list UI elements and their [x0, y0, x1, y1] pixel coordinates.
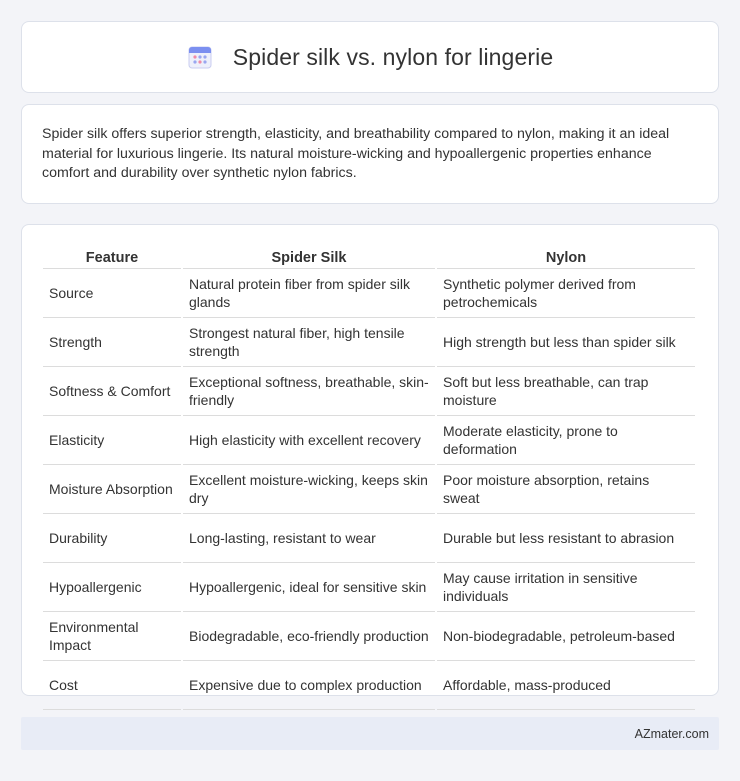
title-card: [21, 21, 719, 93]
column-header-nylon: Nylon: [437, 246, 695, 269]
cell-feature: Durability: [43, 514, 181, 563]
cell-feature: Elasticity: [43, 416, 181, 465]
footer-brand: AZmater.com: [634, 726, 709, 741]
cell-spider-silk: Excellent moisture-wicking, keeps skin dry: [183, 465, 435, 514]
cell-feature: Hypoallergenic: [43, 563, 181, 612]
cell-nylon: Soft but less breathable, can trap moisture: [437, 367, 695, 416]
cell-nylon: Affordable, mass-produced: [437, 661, 695, 710]
cell-nylon: Durable but less resistant to abrasion: [437, 514, 695, 563]
cell-spider-silk: Biodegradable, eco-friendly production: [183, 612, 435, 661]
table-body: [43, 269, 695, 710]
cell-feature: Moisture Absorption: [43, 465, 181, 514]
comparison-card: [21, 224, 719, 696]
cell-spider-silk: Exceptional softness, breathable, skin-friendly: [183, 367, 435, 416]
column-header-spider-silk: Spider Silk: [183, 246, 435, 269]
cell-nylon: May cause irritation in sensitive individuals: [437, 563, 695, 612]
cell-spider-silk: High elasticity with excellent recovery: [183, 416, 435, 465]
summary-card: [21, 104, 719, 204]
cell-feature: Source: [43, 269, 181, 318]
table-row: [43, 465, 695, 514]
table-header-row: [43, 246, 695, 269]
cell-nylon: Poor moisture absorption, retains sweat: [437, 465, 695, 514]
summary-text: Spider silk offers superior strength, elasticity, and breathability compared to nylon, making it an ideal material for luxurious lingerie. Its natural moisture-wicking and hypoallergenic properties enhance comfort and durability over synthetic nylon fabrics.: [42, 126, 670, 181]
cell-nylon: Synthetic polymer derived from petrochemicals: [437, 269, 695, 318]
cell-spider-silk: Strongest natural fiber, high tensile strength: [183, 318, 435, 367]
comparison-table: [41, 246, 697, 710]
cell-feature: Cost: [43, 661, 181, 710]
cell-feature: Strength: [43, 318, 181, 367]
table-row: [43, 514, 695, 563]
table-row: [43, 661, 695, 710]
table-row: [43, 563, 695, 612]
cell-feature: Softness & Comfort: [43, 367, 181, 416]
cell-spider-silk: Hypoallergenic, ideal for sensitive skin: [183, 563, 435, 612]
column-header-feature: Feature: [43, 246, 181, 269]
table-row: [43, 269, 695, 318]
table-row: [43, 416, 695, 465]
cell-spider-silk: Long-lasting, resistant to wear: [183, 514, 435, 563]
table-row: [43, 612, 695, 661]
table-row: [43, 318, 695, 367]
calendar-grid-icon: [187, 44, 213, 70]
cell-nylon: High strength but less than spider silk: [437, 318, 695, 367]
cell-spider-silk: Natural protein fiber from spider silk glands: [183, 269, 435, 318]
cell-spider-silk: Expensive due to complex production: [183, 661, 435, 710]
footer: [21, 717, 719, 750]
table-row: [43, 367, 695, 416]
title-wrap: [187, 44, 553, 71]
cell-nylon: Moderate elasticity, prone to deformation: [437, 416, 695, 465]
cell-feature: Environmental Impact: [43, 612, 181, 661]
cell-nylon: Non-biodegradable, petroleum-based: [437, 612, 695, 661]
page-title: Spider silk vs. nylon for lingerie: [232, 43, 554, 70]
